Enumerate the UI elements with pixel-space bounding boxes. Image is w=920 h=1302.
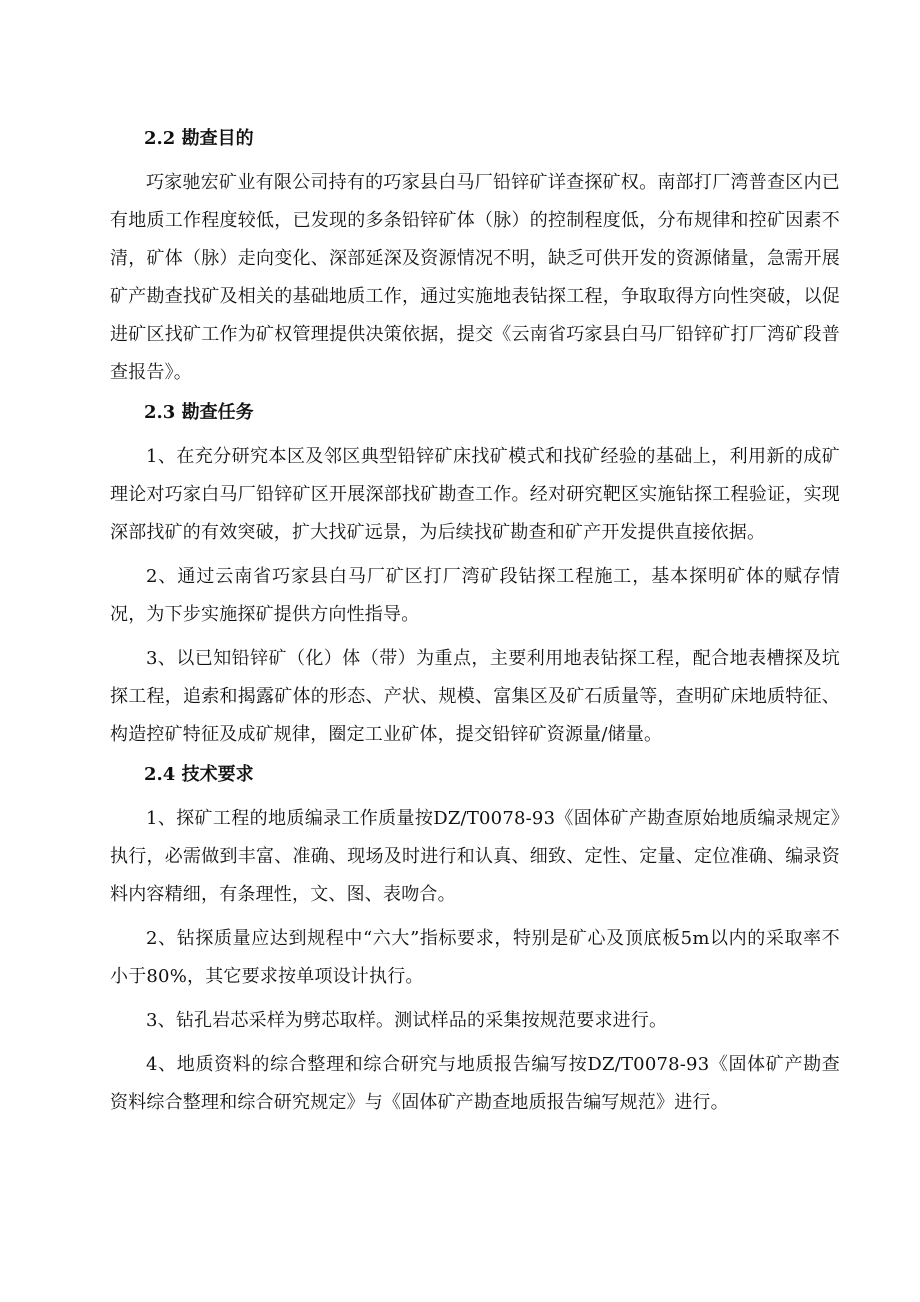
paragraph: 4、地质资料的综合整理和综合研究与地质报告编写按DZ/T0078-93《固体矿产勘查资料综合整理和综合研究规定》与《固体矿产勘查地质报告编写规范》进行。 bbox=[110, 1054, 840, 1113]
section-survey-purpose bbox=[110, 124, 840, 392]
section-technical-requirements bbox=[110, 760, 840, 1122]
paragraph: 2、钻探质量应达到规程中“六大”指标要求，特别是矿心及顶底板5m以内的采取率不小于80%，其它要求按单项设计执行。 bbox=[110, 928, 840, 987]
section-survey-tasks bbox=[110, 398, 840, 754]
paragraph: 1、探矿工程的地质编录工作质量按DZ/T0078-93《固体矿产勘查原始地质编录规定》执行，必需做到丰富、准确、现场及时进行和认真、细致、定性、定量、定位准确、编录资料内容精细，有条理性，文、图、表吻合。 bbox=[110, 808, 840, 905]
section-heading: 2.3 勘查任务 bbox=[144, 402, 254, 423]
document-body bbox=[110, 124, 840, 1128]
paragraph: 1、在充分研究本区及邻区典型铅锌矿床找矿模式和找矿经验的基础上，利用新的成矿理论对巧家白马厂铅锌矿区开展深部找矿勘查工作。经对研究靶区实施钻探工程验证，实现深部找矿的有效突破，扩大找矿远景，为后续找矿勘查和矿产开发提供直接依据。 bbox=[110, 446, 840, 543]
paragraph: 3、以已知铅锌矿（化）体（带）为重点，主要利用地表钻探工程，配合地表槽探及坑探工程，追索和揭露矿体的形态、产状、规模、富集区及矿石质量等，查明矿床地质特征、构造控矿特征及成矿规律，圈定工业矿体，提交铅锌矿资源量/储量。 bbox=[110, 648, 840, 745]
section-heading: 2.4 技术要求 bbox=[144, 764, 254, 785]
paragraph: 3、钻孔岩芯采样为劈芯取样。测试样品的采集按规范要求进行。 bbox=[146, 1010, 668, 1031]
paragraph: 2、通过云南省巧家县白马厂矿区打厂湾矿段钻探工程施工，基本探明矿体的赋存情况，为下步实施探矿提供方向性指导。 bbox=[110, 566, 840, 625]
paragraph: 巧家驰宏矿业有限公司持有的巧家县白马厂铅锌矿详查探矿权。南部打厂湾普查区内已有地质工作程度较低，已发现的多条铅锌矿体（脉）的控制程度低，分布规律和控矿因素不清，矿体（脉）走向变化、深部延深及资源情况不明，缺乏可供开发的资源储量，急需开展矿产勘查找矿及相关的基础地质工作，通过实施地表钻探工程，争取取得方向性突破，以促进矿区找矿工作为矿权管理提供决策依据，提交《云南省巧家县白马厂铅锌矿打厂湾矿段普查报告》。 bbox=[110, 172, 840, 383]
section-heading: 2.2 勘查目的 bbox=[144, 128, 254, 149]
